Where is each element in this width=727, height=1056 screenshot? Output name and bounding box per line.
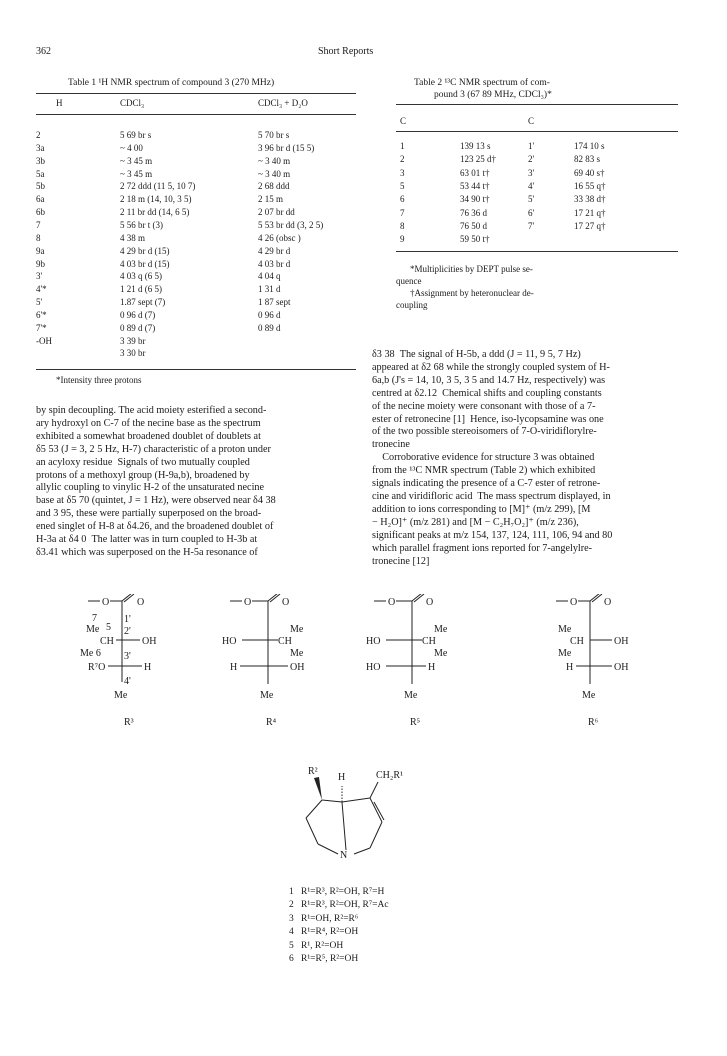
table1-col-h: H [56,98,63,108]
right-text-line: Corroborative evidence for structure 3 was obtained [372,452,595,464]
table1-cell: 3 96 br d (15 5) [258,142,315,153]
table1-cell: 5 56 br t (3) [120,219,163,230]
table2-cell: 123 25 d† [460,154,496,165]
table2-footnote-1: *Multiplicities by DEPT pulse se- [410,264,533,274]
table1-cell: 3b [36,155,45,166]
table1-cell: 0 96 d (7) [120,309,156,320]
compound-list [289,886,389,966]
compound-substituents: R¹=R⁴, R²=OH [301,927,359,938]
table1-cell: 7 [36,219,41,230]
table1-cell: ~ 3 45 m [120,155,153,166]
r6-oh: OH [614,636,629,647]
r3-n2: 2' [124,626,131,637]
left-text-line: an acyloxy residue Signals of two mutually coupled [36,456,250,468]
left-text-line: δ5 53 (J = 3, 2 5 Hz, H-7) characteristic of a proton under [36,443,271,455]
r3-h: H [144,662,152,673]
r4-me-bottom: Me [260,690,274,701]
table1-cell: 0 89 d (7) [120,322,156,333]
table2-cell: 76 50 d [460,220,487,231]
r4-h: H [230,662,238,673]
r3-n3: 3' [124,651,131,662]
table2-cell: 63 01 t† [460,167,490,178]
right-text-line: of the necine moiety were consonant with those of a 7- [372,400,596,412]
left-text-line: H-3a at δ4 0 The latter was in turn coupled to H-3b at [36,534,258,546]
left-text-line: base at δ5 70 (quintet, J = 1 Hz), were observed near δ4 38 [36,495,276,507]
compound-item [289,940,389,953]
table1-cell: 3 30 br [120,348,146,359]
right-text-line: appeared at δ2 68 while the strongly coupled system of H- [372,361,610,373]
table2-footnote-4: coupling [396,300,428,310]
compound-substituents: R¹=R³, R²=OH, R⁷=H [301,887,385,897]
r5-label: R⁵ [410,717,421,728]
table1-cell: ~ 4 00 [120,142,143,153]
r6-h: H [566,662,574,673]
table1-cell: 0 89 d [258,322,281,333]
table1-cell: 3 39 br [120,335,146,346]
structure-r6 [548,594,668,729]
r6-label: R⁶ [588,717,599,728]
r4-o: O [244,597,252,608]
r5-ch: CH [422,636,436,647]
r5-ho: HO [366,636,381,647]
r3-n4: 4' [124,676,131,687]
table1-footnote: *Intensity three protons [56,375,142,385]
left-text-line: δ3.41 which was superposed on the H-5a resonance of [36,546,258,558]
table2-cell: 1' [528,141,535,151]
table2-body [396,140,678,250]
right-text-line: tronecine [12] [372,555,430,567]
compound-number: 6 [289,954,294,965]
table1-cell: 5b [36,181,45,192]
table2-cell: 3' [528,167,535,178]
table2-cell: 8 [400,220,405,231]
table1-cell: 2 [36,130,41,140]
left-text-line: and 3 95, these were partially superposed on the broad- [36,508,262,520]
r3-r7o: R⁷O [88,662,106,673]
running-title: Short Reports [318,46,374,57]
r4-oh: OH [290,662,305,673]
table1-cell: -OH [36,335,52,346]
table1-cell: 5 69 br s [120,130,152,140]
table1-cell: 2 11 br dd (14, 6 5) [120,207,190,218]
core-ch2r1: CH₂R¹ [376,770,404,781]
r4-me2: Me [290,648,304,659]
r5-me-bottom: Me [404,690,418,701]
table1-col-d2o: CDCl₃ + D₂O [258,98,308,108]
r3-me-bottom: Me [114,690,128,701]
r6-me-bottom: Me [582,690,596,701]
table2-bottom-rule [396,251,678,252]
r5-o: O [388,597,396,608]
right-text-line: which parallel fragment ions reported for 7-angelylre- [372,542,593,554]
table1-cell: 3a [36,142,45,153]
table2-cell: 16 55 q† [574,180,606,191]
table2-cell: 2 [400,154,405,165]
table2-cell: 7 [400,207,405,218]
table1-cell: 5 53 br dd (3, 2 5) [258,219,324,230]
table1-cell: 9a [36,245,45,256]
table1-cell: 6b [36,207,45,218]
table1-cell: 4 29 br d (15) [120,245,170,256]
right-text-line: signals indicating the presence of a C-7 ester of retrone- [372,478,601,490]
table2-header [396,116,678,130]
table2-caption-line1: Table 2 ¹³C NMR spectrum of com- [414,78,550,88]
table1-cell: 1 21 d (6 5) [120,284,162,295]
table2-col-c1: C [400,116,407,126]
table1-cell: ~ 3 40 m [258,168,291,179]
r6-oh2: OH [614,662,629,673]
table2-cell: 1 [400,141,405,151]
r4-ch: CH [278,636,292,647]
r4-ho: HO [222,636,237,647]
table1-cell: 5' [36,297,43,308]
table1-cell: 1 31 d [258,284,281,295]
r3-o2: O [137,597,145,608]
table2-cell: 76 36 d [460,207,487,218]
table1-cell: 6'* [36,309,47,320]
table2-cell: 7' [528,220,535,231]
right-text-line: of the two possible stereoisomers of 7-O-viridiflorylre- [372,426,597,438]
right-text-line: tronecine [372,439,410,451]
r5-o2: O [426,597,434,608]
table1-cell: 2 72 ddd (11 5, 10 7) [120,181,196,192]
table1-caption: Table 1 ¹H NMR spectrum of compound 3 (270 MHz) [68,78,275,88]
r5-me2: Me [434,648,448,659]
table2-col-c2: C [528,116,535,126]
r4-o2: O [282,597,290,608]
compound-substituents: R¹=R⁵, R²=OH [301,954,359,965]
right-column-text [372,349,688,568]
r3-me: Me [86,624,100,635]
compound-substituents: R¹=OH, R²=R⁶ [301,913,359,924]
compound-substituents: R¹, R²=OH [301,940,344,951]
compound-item [289,886,389,899]
right-text-line: − H₂O]⁺ (m/z 281) and [M − C₂H₇O₂]⁺ (m/z 236), [372,516,579,528]
structure-r4 [222,594,332,729]
table1-cell: ~ 3 40 m [258,155,291,166]
table1-cell: ~ 3 45 m [120,168,153,179]
table1-cell: 4 38 m [120,232,146,243]
r5-h: H [428,662,436,673]
table1-cell: 4 26 (obsc ) [258,232,301,243]
right-text-line: cine and viridifloric acid The mass spectrum displayed, in [372,490,611,502]
r4-label: R⁴ [266,717,277,728]
table2-cell: 6 [400,194,405,205]
table1-cell: 1.87 sept (7) [120,297,166,308]
table2-cell: 5 [400,180,405,191]
core-h: H [338,772,346,783]
table2-cell: 139 13 s [460,141,491,151]
table2-cell: 33 38 d† [574,194,606,205]
table1-cell: 5a [36,168,45,179]
table1-cell: 4 03 q (6 5) [120,271,162,282]
table2-footnote-2: quence [396,276,422,286]
page-number: 362 [36,46,51,57]
table2-cell: 53 44 t† [460,180,490,191]
table2-cell: 59 50 t† [460,234,490,245]
core-r2: R² [308,766,318,777]
r5-ho2: HO [366,662,381,673]
structure-r5 [366,594,476,729]
r5-me1: Me [434,624,448,635]
left-text-line: allylic coupling to vinylic H-2 of the unsaturated necine [36,482,265,494]
table1-cell: 0 96 d [258,309,281,320]
compound-substituents: R¹=R³, R²=OH, R⁷=Ac [301,900,389,911]
table2-cell: 17 21 q† [574,207,606,218]
table2-cell: 3 [400,167,405,178]
right-text-line: from the ¹³C NMR spectrum (Table 2) which exhibited [372,465,596,477]
table1-top-rule [36,93,356,94]
table1-cell: 6a [36,194,45,205]
compound-item [289,926,389,939]
table2-cell: 6' [528,207,535,218]
table1-col-cdcl3: CDCl₃ [120,98,145,108]
right-text-line: centred at δ2.12 Chemical shifts and coupling constants [372,387,602,399]
table1-header-rule [36,114,356,115]
table2-cell: 4' [528,180,535,191]
structure-core-necine [286,764,416,879]
table1-cell: 4 03 br d [258,258,291,269]
r6-o2: O [604,597,612,608]
table2-cell: 69 40 s† [574,167,605,178]
r3-o: O [102,597,110,608]
table2-cell: 34 90 t† [460,194,490,205]
left-text-line: exhibited a somewhat broadened doublet of doublets at [36,430,261,442]
r3-n1: 1' [124,614,131,625]
table1-bottom-rule [36,369,356,370]
table1-cell: 4 03 br d (15) [120,258,170,269]
left-text-line: protons of a methoxyl group (H-9a,b), broadened by [36,469,250,481]
r3-me6: Me 6 [80,648,101,659]
r3-num7: 7 [92,613,97,624]
right-text-line: addition to ions corresponding to [M]⁺ (m/z 299), [M [372,503,591,515]
table2-cell: 82 83 s [574,154,601,165]
right-text-line: ester of retronecine [1] Hence, iso-lycopsamine was one [372,413,604,425]
table1-header [36,98,356,112]
table2-cell: 174 10 s [574,141,605,151]
right-text-line: significant peaks at m/z 154, 137, 124, 111, 106, 94 and 80 [372,529,613,541]
right-text-line: δ3 38 The signal of H-5b, a ddd (J = 11, 9 5, 7 Hz) [372,349,581,360]
r6-me1: Me [558,624,572,635]
r6-o: O [570,597,578,608]
r3-ch: CH [100,636,114,647]
table1-cell: 8 [36,232,41,243]
table2-footnote-3: †Assignment by heteronuclear de- [410,288,534,298]
table1-cell: 2 07 br dd [258,207,295,218]
table1-cell: 2 15 m [258,194,284,205]
table2-cell: 17 27 q† [574,220,606,231]
table2-cell: 2' [528,154,535,165]
table1-cell: 4 04 q [258,271,281,282]
table1-cell: 1 87 sept [258,297,291,308]
table2-cell: 5' [528,194,535,205]
table1-cell: 4'* [36,284,47,295]
r6-me2: Me [558,648,572,659]
compound-number: 1 [289,887,294,897]
table1-cell: 3' [36,271,43,282]
compound-item [289,899,389,912]
compound-number: 3 [289,913,294,924]
core-n: N [340,850,348,861]
r6-ch: CH [570,636,584,647]
table1-cell: 2 18 m (14, 10, 3 5) [120,194,192,205]
compound-number: 4 [289,927,294,938]
r4-me1: Me [290,624,304,635]
left-text-line: by spin decoupling. The acid moiety esterified a second- [36,405,267,416]
table1-cell: 7'* [36,322,47,333]
left-text-line: ened singlet of H-8 at δ4.26, and the broadened doublet of [36,521,274,533]
table1-cell: 5 70 br s [258,130,290,140]
r3-oh: OH [142,636,157,647]
table2-caption-line2: pound 3 (67 89 MHz, CDCl₃)* [434,90,552,100]
compound-number: 5 [289,940,294,951]
table1-cell: 9b [36,258,45,269]
r3-label: R³ [124,717,134,728]
right-text-line: 6a,b (J's = 14, 10, 3 5, 3 5 and 14.7 Hz, respectively) was [372,374,606,386]
table1-body [36,129,356,361]
left-column-text [36,405,358,560]
table2-top-rule [396,104,678,105]
table1-cell: 2 68 ddd [258,181,290,192]
structure-r3 [80,594,200,729]
r3-num5: 5 [106,622,111,633]
table2-cell: 9 [400,234,405,245]
compound-item [289,913,389,926]
table1-cell: 4 29 br d [258,245,291,256]
left-text-line: ary hydroxyl on C-7 of the necine base as the spectrum [36,417,261,429]
compound-item [289,953,389,966]
compound-number: 2 [289,900,294,911]
table2-header-rule [396,131,678,132]
